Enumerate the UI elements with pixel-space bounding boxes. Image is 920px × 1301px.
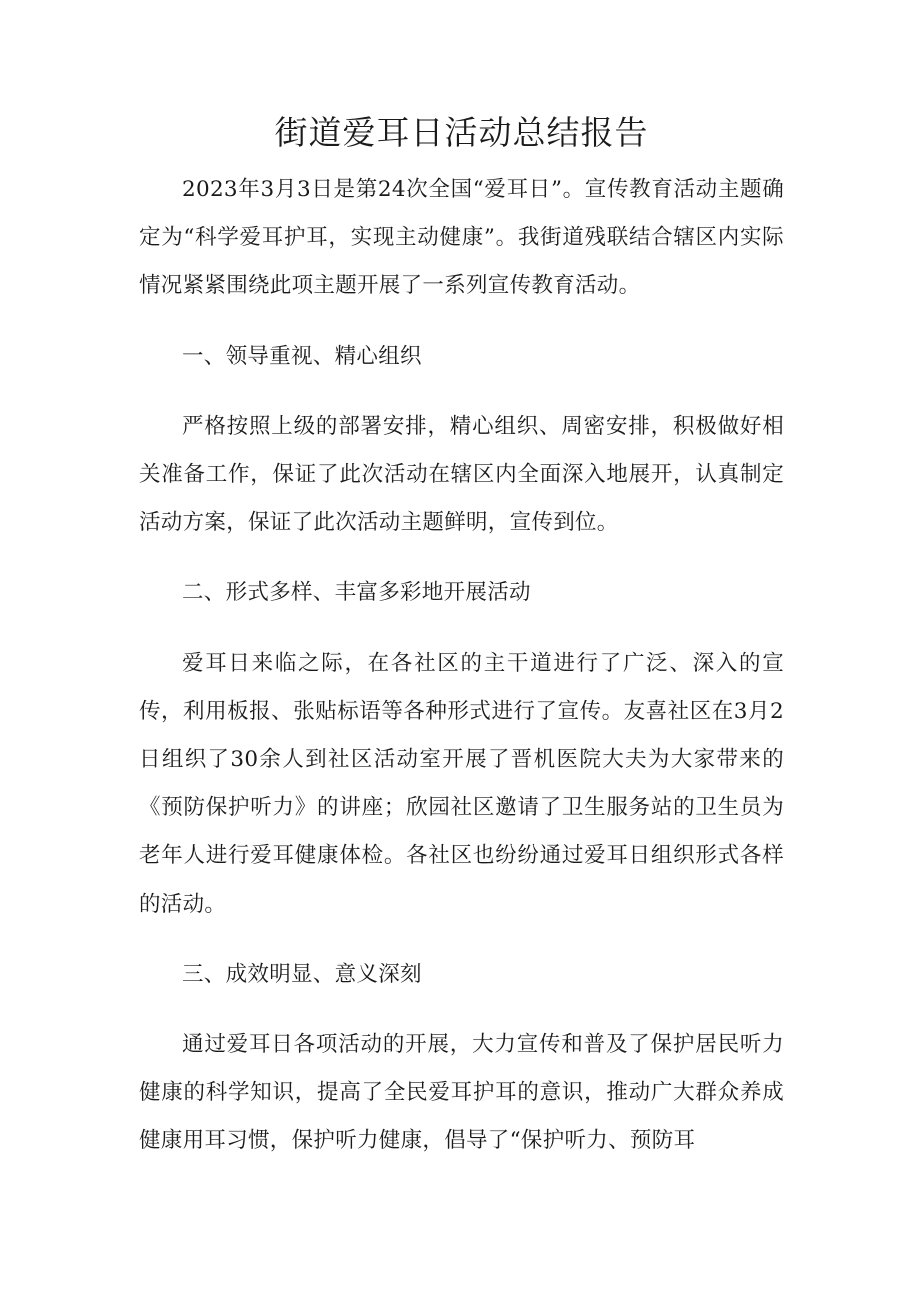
spacer xyxy=(139,929,784,951)
spacer xyxy=(139,311,784,333)
spacer xyxy=(139,547,784,569)
document-title: 街道爱耳日活动总结报告 xyxy=(274,113,649,152)
section-body-2: 爱耳日来临之际，在各社区的主干道进行了广泛、深入的宣传，利用板报、张贴标语等各种形式进行了宣传。友喜社区在3月2日组织了30余人到社区活动室开展了晋机医院大夫为大家带来的《预防保护听力》的讲座；欣园社区邀请了卫生服务站的卫生员为老年人进行爱耳健康体检。各社区也纷纷通过爱耳日组织形式各样的活动。 xyxy=(139,650,784,917)
spacer xyxy=(139,158,784,166)
document-page xyxy=(139,108,784,1166)
spacer xyxy=(139,618,784,640)
section-heading-1: 一、领导重视、精心组织 xyxy=(182,343,422,369)
section-body-1: 严格按照上级的部署安排，精心组织、周密安排，积极做好相关准备工作，保证了此次活动在辖区内全面深入地展开，认真制定活动方案，保证了此次活动主题鲜明，宣传到位。 xyxy=(139,413,784,536)
section-heading-2: 二、形式多样、丰富多彩地开展活动 xyxy=(182,580,531,606)
spacer xyxy=(139,999,784,1021)
section-heading-3: 三、成效明显、意义深刻 xyxy=(182,961,422,987)
intro-paragraph: 2023年3月3日是第24次全国“爱耳日”。宣传教育活动主题确定为“科学爱耳护耳，实现主动健康”。我街道残联结合辖区内实际情况紧紧围绕此项主题开展了一系列宣传教育活动。 xyxy=(139,177,784,299)
section-body-3: 通过爱耳日各项活动的开展，大力宣传和普及了保护居民听力健康的科学知识，提高了全民爱耳护耳的意识，推动广大群众养成健康用耳习惯，保护听力健康，倡导了“保护听力、预防耳 xyxy=(139,1032,784,1154)
spacer xyxy=(139,381,784,403)
